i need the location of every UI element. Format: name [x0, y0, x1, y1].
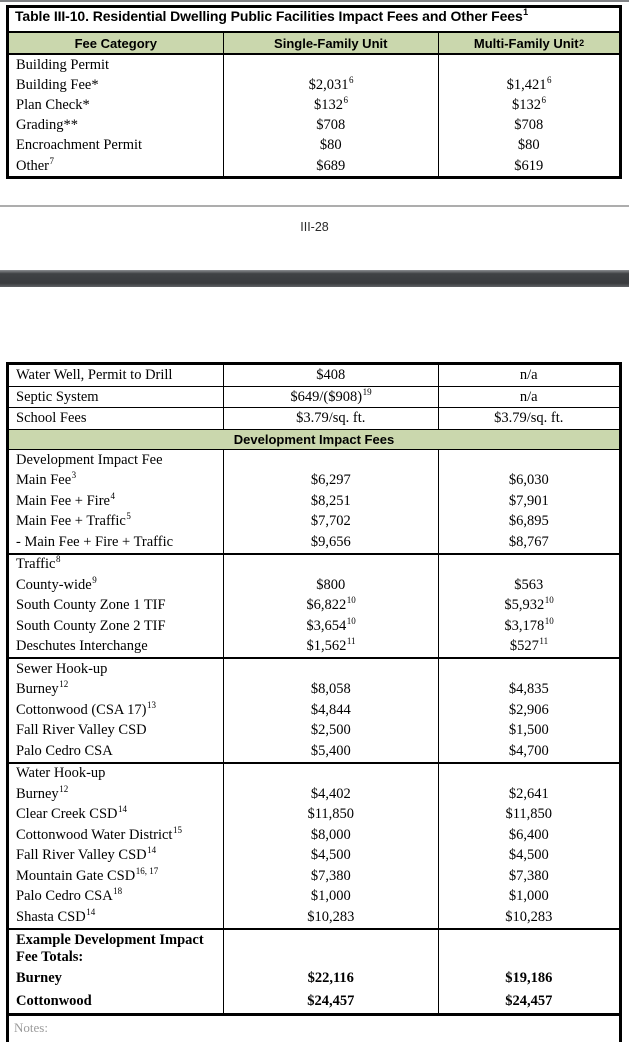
multi-family-value-cell: $708: [438, 116, 619, 136]
notes-fragment: Notes:: [14, 1019, 48, 1035]
fee-category-cell: Traffic$^8$: [16, 554, 61, 573]
multi-family-value-cell: $7,901: [438, 491, 619, 512]
fee-category-cell: Development Impact Fee: [16, 451, 163, 468]
column-header-fee-category: Fee Category: [74, 35, 157, 51]
single-family-value-cell: [223, 55, 438, 75]
table-section: [9, 764, 619, 930]
fee-category-cell: Fall River Valley CSD$^{14}$: [16, 845, 157, 864]
fee-category-cell: Example Development Impact Fee Totals:: [16, 931, 204, 965]
fee-row: [9, 887, 619, 908]
multi-family-value-cell: [438, 930, 619, 968]
single-family-value-cell: [223, 659, 438, 680]
table-iii-10-continued: [6, 362, 622, 1042]
fee-category-cell: South County Zone 2 TIF: [16, 617, 166, 634]
fee-category-cell: Grading**: [16, 117, 79, 134]
fee-row: [9, 450, 619, 471]
single-family-value-cell: $8,000: [223, 825, 438, 846]
viewport-top-edge: [0, 0, 629, 2]
multi-family-value-cell: $24,457: [438, 990, 619, 1013]
multi-family-value-cell: $7,380: [438, 866, 619, 887]
fee-row: [9, 596, 619, 617]
fee-row: [9, 825, 619, 846]
fee-row: [9, 408, 619, 430]
fee-row: [9, 721, 619, 742]
single-family-value-cell: $9,656: [223, 532, 438, 553]
fee-row: [9, 575, 619, 596]
table-section: [9, 555, 619, 660]
multi-family-value-cell: [438, 55, 619, 75]
multi-family-value-cell: $\$132^6$: [438, 95, 619, 115]
multi-family-value-cell: $563: [438, 575, 619, 596]
multi-family-value-cell: $4,700: [438, 741, 619, 762]
table-iii-10: [6, 5, 622, 179]
fee-row: [9, 637, 619, 658]
multi-family-value-cell: $619: [438, 156, 619, 176]
fee-row: [9, 764, 619, 785]
single-family-value-cell: $8,251: [223, 491, 438, 512]
multi-family-value-cell: $8,767: [438, 532, 619, 553]
fee-category-cell: Septic System: [16, 388, 99, 405]
single-family-value-cell: $2,031$^6$: [223, 75, 438, 95]
single-family-value-cell: $80: [223, 136, 438, 156]
single-family-value-cell: $4,500: [223, 846, 438, 867]
fee-row: [9, 907, 619, 928]
single-family-value-cell: $7,702: [223, 512, 438, 533]
multi-family-value-cell: $1,500: [438, 721, 619, 742]
fee-row: [9, 659, 619, 680]
fee-category-cell: Cottonwood: [16, 992, 92, 1009]
single-family-value-cell: [223, 450, 438, 471]
table-title-footnote: 1: [523, 7, 529, 18]
single-family-value-cell: $11,850: [223, 805, 438, 826]
multi-family-value-cell: $10,283: [438, 907, 619, 928]
table2-body: [9, 365, 619, 1016]
single-family-value-cell: $24,457: [223, 990, 438, 1013]
single-family-value-cell: $22,116: [223, 968, 438, 991]
column-header-multi-family: Multi-Family Unit 2: [438, 33, 619, 53]
multi-family-value-cell: $6,400: [438, 825, 619, 846]
single-family-value-cell: $408: [223, 365, 438, 386]
fee-row: [9, 866, 619, 887]
multi-family-value-cell: $4,835: [438, 680, 619, 701]
multi-family-value-cell: [438, 659, 619, 680]
development-impact-fees-band: Development Impact Fees: [9, 430, 619, 450]
single-family-value-cell: [223, 555, 438, 576]
page-number: III-28: [300, 220, 329, 234]
fee-row: [9, 741, 619, 762]
multi-family-value-cell: n/a: [438, 387, 619, 408]
fee-row: [9, 136, 619, 156]
single-family-value-cell: $6,822$^{10}$: [223, 596, 438, 617]
multi-family-value-cell: $11,850: [438, 805, 619, 826]
fee-row: [9, 491, 619, 512]
multi-family-value-cell: $2,906: [438, 700, 619, 721]
table-section: [9, 659, 619, 764]
fee-category-cell: Burney: [16, 970, 62, 987]
multi-family-value-cell: $1,000: [438, 887, 619, 908]
fee-row: [9, 532, 619, 553]
fee-category-cell: Burney$^{12}$: [16, 679, 69, 698]
table-title-text: Table III-10. Residential Dwelling Public Facilities Impact Fees and Other Fees: [15, 8, 523, 24]
fee-category-cell: Palo Cedro CSA$^{18}$: [16, 886, 123, 905]
single-family-value-cell: $1,000: [223, 887, 438, 908]
fee-category-cell: Building Fee*: [16, 76, 99, 93]
single-family-value-cell: $5,400: [223, 741, 438, 762]
fee-row: [9, 471, 619, 492]
fee-category-cell: Plan Check*: [16, 96, 90, 113]
table-section: [9, 930, 619, 1016]
fee-row: [9, 387, 619, 409]
fee-category-cell: Building Permit: [16, 56, 110, 73]
multi-family-value-cell: $1,421$^6$: [438, 75, 619, 95]
table1-body: [9, 55, 619, 176]
table-title: [9, 8, 619, 33]
single-family-value-cell: $708: [223, 116, 438, 136]
multi-family-value-cell: $3,178$^{10}$: [438, 616, 619, 637]
fee-row: [9, 700, 619, 721]
fee-category-cell: Other$^7$: [16, 155, 55, 174]
fee-category-cell: South County Zone 1 TIF: [16, 597, 166, 614]
multi-family-value-cell: n/a: [438, 365, 619, 386]
fee-row: [9, 365, 619, 387]
fee-row: [9, 930, 619, 968]
fee-row: [9, 968, 619, 991]
single-family-value-cell: $4,844: [223, 700, 438, 721]
fee-category-cell: Clear Creek CSD$^{14}$: [16, 804, 127, 823]
table-header-row: [9, 33, 619, 55]
fee-category-cell: Main Fee + Fire$^4$: [16, 490, 115, 509]
page-separator-bar: [0, 270, 629, 287]
fee-row: [9, 156, 619, 176]
fee-category-cell: Deschutes Interchange: [16, 638, 148, 655]
multi-family-value-cell: $6,030: [438, 471, 619, 492]
multi-family-value-cell: [438, 555, 619, 576]
table-section: [9, 450, 619, 555]
fee-row: [9, 846, 619, 867]
single-family-value-cell: $6,297: [223, 471, 438, 492]
table-section: [9, 365, 619, 430]
single-family-value-cell: $649/($908)$^{19}$: [223, 387, 438, 408]
multi-family-value-cell: $\$527^{11}$: [438, 637, 619, 658]
fee-category-cell: Shasta CSD$^{14}$: [16, 906, 96, 925]
fee-row: [9, 784, 619, 805]
multi-family-value-cell: $6,895: [438, 512, 619, 533]
fee-category-cell: Fall River Valley CSD: [16, 722, 147, 739]
single-family-value-cell: $10,283: [223, 907, 438, 928]
multi-family-value-cell: [438, 450, 619, 471]
multi-family-value-cell: $2,641: [438, 784, 619, 805]
multi-family-value-cell: [438, 764, 619, 785]
fee-row: [9, 555, 619, 576]
fee-row: [9, 95, 619, 115]
fee-row: [9, 512, 619, 533]
fee-category-cell: Burney$^{12}$: [16, 783, 69, 802]
fee-category-cell: Cottonwood Water District$^{15}$: [16, 824, 182, 843]
fee-category-cell: Main Fee$^3$: [16, 470, 77, 489]
page-bottom-edge: [0, 205, 629, 207]
fee-category-cell: Main Fee + Traffic$^5$: [16, 511, 131, 530]
fee-category-cell: Palo Cedro CSA: [16, 742, 113, 759]
multi-family-value-cell: $5,932$^{10}$: [438, 596, 619, 617]
single-family-value-cell: $\$132^6$: [223, 95, 438, 115]
fee-category-cell: Cottonwood (CSA 17)$^{13}$: [16, 699, 157, 718]
column-header-single-family: Single-Family Unit: [223, 33, 438, 53]
single-family-value-cell: $4,402: [223, 784, 438, 805]
single-family-value-cell: $7,380: [223, 866, 438, 887]
multi-family-value-cell: $80: [438, 136, 619, 156]
fee-row: [9, 990, 619, 1013]
single-family-value-cell: $8,058: [223, 680, 438, 701]
multi-family-value-cell: $3.79/sq. ft.: [438, 408, 619, 429]
fee-category-cell: County-wide$^9$: [16, 574, 97, 593]
fee-row: [9, 616, 619, 637]
single-family-value-cell: $689: [223, 156, 438, 176]
fee-category-cell: Water Hook-up: [16, 765, 106, 782]
multi-family-value-cell: $19,186: [438, 968, 619, 991]
fee-row: [9, 680, 619, 701]
multi-family-value-cell: $4,500: [438, 846, 619, 867]
single-family-value-cell: $1,562$^{11}$: [223, 637, 438, 658]
fee-category-cell: School Fees: [16, 410, 87, 427]
fee-category-cell: Sewer Hook-up: [16, 660, 108, 677]
fee-category-cell: - Main Fee + Fire + Traffic: [16, 533, 174, 550]
single-family-value-cell: [223, 930, 438, 968]
fee-row: [9, 75, 619, 95]
fee-category-cell: Mountain Gate CSD$^{16, 17}$: [16, 865, 159, 884]
single-family-value-cell: $3,654$^{10}$: [223, 616, 438, 637]
fee-category-cell: Encroachment Permit: [16, 137, 143, 154]
fee-category-cell: Water Well, Permit to Drill: [16, 366, 173, 383]
fee-row: [9, 116, 619, 136]
single-family-value-cell: $800: [223, 575, 438, 596]
fee-row: [9, 805, 619, 826]
fee-row: [9, 55, 619, 75]
single-family-value-cell: $3.79/sq. ft.: [223, 408, 438, 429]
single-family-value-cell: [223, 764, 438, 785]
single-family-value-cell: $2,500: [223, 721, 438, 742]
